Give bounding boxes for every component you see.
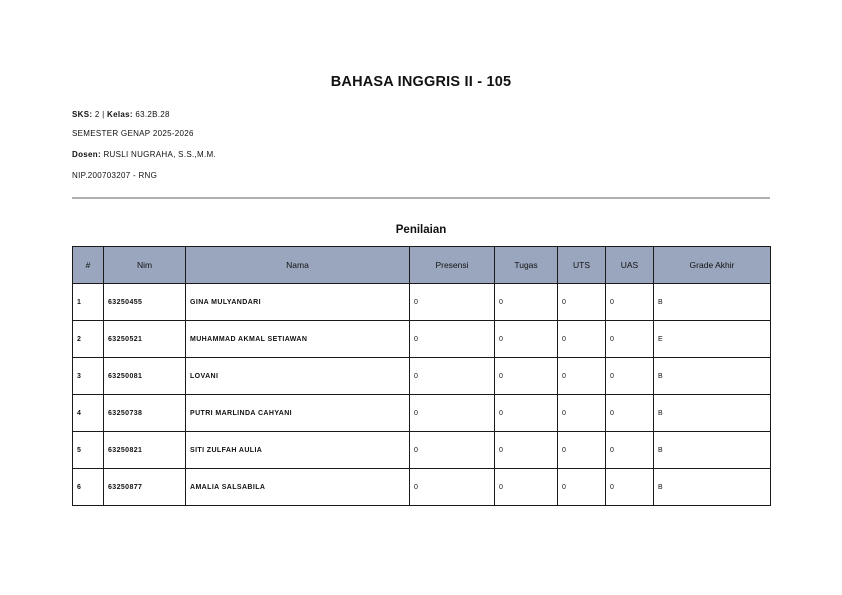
divider: [72, 197, 770, 199]
cell-presensi: 0: [410, 469, 495, 506]
cell-grade-akhir: E: [654, 321, 771, 358]
cell-uas: 0: [606, 358, 654, 395]
table-row: [73, 395, 771, 432]
cell-grade-akhir: B: [654, 432, 771, 469]
cell-row-number: 5: [73, 432, 104, 469]
cell-tugas: 0: [495, 321, 558, 358]
table-row: [73, 432, 771, 469]
cell-grade-akhir: B: [654, 358, 771, 395]
cell-nama: SITI ZULFAH AULIA: [186, 432, 410, 469]
sks-value: 2 |: [92, 110, 108, 119]
kelas-value: 63.2B.28: [132, 110, 170, 119]
cell-uas: 0: [606, 321, 654, 358]
header-tugas: Tugas: [495, 247, 558, 284]
dosen-label: Dosen:: [72, 150, 101, 159]
cell-nama: MUHAMMAD AKMAL SETIAWAN: [186, 321, 410, 358]
dosen-line: [72, 150, 216, 159]
header-uas: UAS: [606, 247, 654, 284]
cell-row-number: 4: [73, 395, 104, 432]
cell-presensi: 0: [410, 321, 495, 358]
section-title: Penilaian: [395, 224, 447, 236]
cell-uts: 0: [558, 358, 606, 395]
table-header-row: [73, 247, 771, 284]
table-row: [73, 321, 771, 358]
cell-nama: GINA MULYANDARI: [186, 284, 410, 321]
cell-tugas: 0: [495, 358, 558, 395]
cell-uas: 0: [606, 395, 654, 432]
cell-presensi: 0: [410, 358, 495, 395]
cell-nim: 63250821: [104, 432, 186, 469]
cell-tugas: 0: [495, 469, 558, 506]
table-row: [73, 358, 771, 395]
cell-nama: LOVANI: [186, 358, 410, 395]
cell-grade-akhir: B: [654, 469, 771, 506]
cell-uts: 0: [558, 284, 606, 321]
cell-tugas: 0: [495, 395, 558, 432]
cell-nim: 63250081: [104, 358, 186, 395]
header-presensi: Presensi: [410, 247, 495, 284]
header-nim: Nim: [104, 247, 186, 284]
cell-nama: PUTRI MARLINDA CAHYANI: [186, 395, 410, 432]
cell-tugas: 0: [495, 284, 558, 321]
cell-nim: 63250455: [104, 284, 186, 321]
cell-uts: 0: [558, 432, 606, 469]
cell-grade-akhir: B: [654, 395, 771, 432]
cell-presensi: 0: [410, 432, 495, 469]
cell-uts: 0: [558, 321, 606, 358]
grades-table: [72, 246, 771, 506]
kelas-label: Kelas:: [107, 110, 133, 119]
header-nama: Nama: [186, 247, 410, 284]
dosen-value: RUSLI NUGRAHA, S.S.,M.M.: [100, 150, 216, 159]
cell-uts: 0: [558, 395, 606, 432]
nip-line: NIP.200703207 - RNG: [72, 171, 158, 180]
cell-tugas: 0: [495, 432, 558, 469]
cell-nim: 63250521: [104, 321, 186, 358]
sks-kelas-line: [72, 110, 170, 119]
page-title: BAHASA INGGRIS II - 105: [330, 74, 512, 90]
cell-nim: 63250877: [104, 469, 186, 506]
cell-uts: 0: [558, 469, 606, 506]
cell-uas: 0: [606, 284, 654, 321]
cell-uas: 0: [606, 469, 654, 506]
cell-uas: 0: [606, 432, 654, 469]
cell-row-number: 1: [73, 284, 104, 321]
header-uts: UTS: [558, 247, 606, 284]
cell-nim: 63250738: [104, 395, 186, 432]
cell-nama: AMALIA SALSABILA: [186, 469, 410, 506]
cell-row-number: 2: [73, 321, 104, 358]
cell-grade-akhir: B: [654, 284, 771, 321]
header-grade-akhir: Grade Akhir: [654, 247, 771, 284]
sks-label: SKS:: [72, 110, 93, 119]
cell-presensi: 0: [410, 395, 495, 432]
cell-row-number: 6: [73, 469, 104, 506]
table-body: [73, 284, 771, 506]
table-row: [73, 469, 771, 506]
semester-line: SEMESTER GENAP 2025-2026: [72, 129, 194, 138]
cell-row-number: 3: [73, 358, 104, 395]
table-row: [73, 284, 771, 321]
header-number: #: [73, 247, 104, 284]
cell-presensi: 0: [410, 284, 495, 321]
